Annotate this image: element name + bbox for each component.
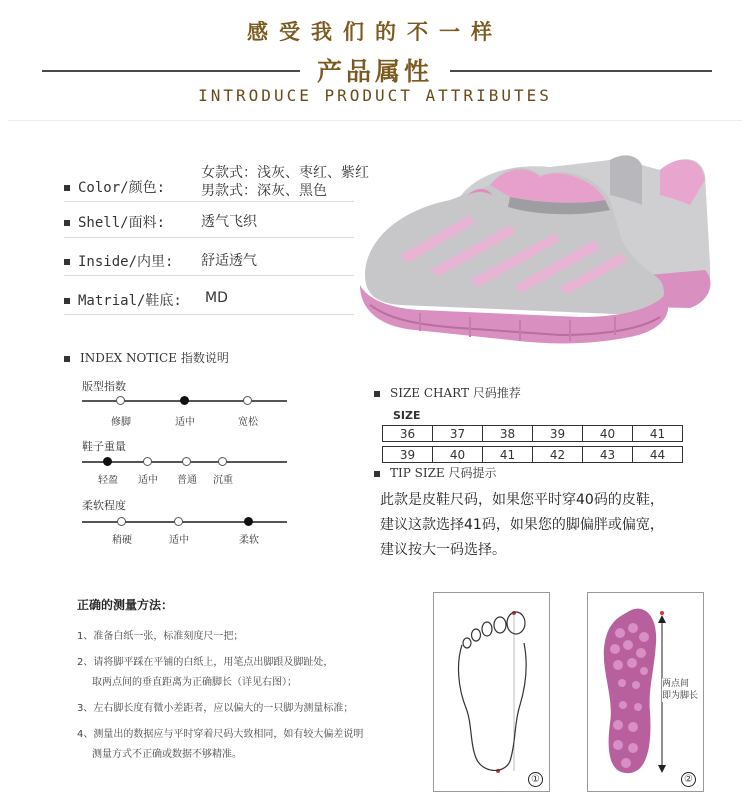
- attr-divider: [64, 201, 354, 202]
- table-row: [383, 447, 683, 463]
- measure-step: 取两点间的垂直距离为正确脚长（详见右图）；: [92, 677, 297, 688]
- foot-outline-icon: [434, 593, 549, 791]
- attr-shell-value: 透气飞织: [201, 214, 257, 230]
- scale-softness-option: 稍硬: [112, 535, 132, 546]
- attr-divider: [64, 314, 354, 315]
- scale-softness-dot: [174, 517, 183, 526]
- scale-softness-dot-selected: [244, 517, 253, 526]
- product-shoe-image: [360, 145, 720, 360]
- scale-weight-option: 轻盈: [98, 475, 118, 486]
- measure-title: 正确的测量方法：: [77, 598, 174, 612]
- scale-softness-option: 适中: [169, 535, 189, 546]
- scale-weight-dot-selected: [103, 457, 112, 466]
- measure-step: 3、左右脚长度有微小差距者，应以偏大的一只脚为测量标准；: [77, 703, 354, 714]
- measure-step: 2、请将脚平踩在平铺的白纸上，用笔点出脚跟及脚趾处，: [77, 657, 334, 668]
- scale-weight-dot: [218, 457, 227, 466]
- attr-sole-value: MD: [205, 290, 228, 306]
- tip-line: 此款是皮鞋尺码，如果您平时穿40码的皮鞋，: [380, 492, 664, 508]
- figure-2-note-line: 两点间: [662, 679, 690, 689]
- attr-shell-label: Shell/面料:: [64, 212, 165, 232]
- tip-line: 建议按大一码选择。: [380, 542, 506, 558]
- scale-softness-title: 柔软程度: [82, 499, 126, 512]
- figure-2-note-line: 即为脚长: [662, 691, 699, 701]
- size-cell: 42: [533, 447, 583, 463]
- table-row: [383, 426, 683, 442]
- scale-fit-dot-selected: [180, 396, 189, 405]
- size-cell: 40: [583, 426, 633, 442]
- figure-2-number: ②: [681, 772, 696, 787]
- attr-inside-value: 舒适透气: [201, 253, 257, 269]
- scale-weight-title: 鞋子重量: [82, 440, 126, 453]
- measure-step: 1、准备白纸一张，标准刻度尺一把；: [77, 631, 244, 642]
- size-cell: 36: [383, 426, 433, 442]
- size-cell: 40: [433, 447, 483, 463]
- scale-weight-option: 普通: [177, 475, 197, 486]
- scale-weight-option: 适中: [138, 475, 158, 486]
- attr-color-value-men: 男款式：深灰、黑色: [201, 183, 327, 199]
- scale-softness-dot: [117, 517, 126, 526]
- scale-fit-option: 修脚: [111, 417, 131, 428]
- scale-weight-dot: [143, 457, 152, 466]
- attr-color-value-women: 女款式：浅灰、枣红、紫红: [201, 165, 369, 181]
- tip-heading: TIP SIZE 尺码提示: [374, 464, 497, 481]
- attr-sole-label: Matrial/鞋底:: [64, 290, 182, 310]
- attr-color-label: Color/颜色:: [64, 177, 165, 197]
- figure-2-note: [662, 678, 698, 702]
- scale-softness-option: 柔软: [239, 535, 259, 546]
- figure-foot-outline: [433, 592, 550, 792]
- tip-text: [380, 488, 730, 563]
- measure-step: 测量方式不正确或数据不够精准。: [92, 749, 242, 760]
- section-title: 产品属性: [316, 57, 433, 86]
- scale-fit-dot: [116, 396, 125, 405]
- figure-1-number: ①: [528, 772, 543, 787]
- size-cell: 41: [483, 447, 533, 463]
- size-cell: 37: [433, 426, 483, 442]
- divider: [8, 120, 742, 121]
- scale-fit-dot: [243, 396, 252, 405]
- scale-softness-track: [82, 521, 287, 523]
- attr-inside-label: Inside/内里:: [64, 251, 173, 271]
- section-subtitle: INTRODUCE PRODUCT ATTRIBUTES: [198, 86, 552, 105]
- size-cell: 43: [583, 447, 633, 463]
- size-cell: 44: [633, 447, 683, 463]
- scale-fit-option: 适中: [175, 417, 195, 428]
- scale-fit-title: 版型指数: [82, 380, 126, 393]
- size-table-eu: [382, 446, 683, 463]
- size-chart-heading: SIZE CHART 尺码推荐: [374, 384, 521, 401]
- attr-divider: [64, 275, 354, 276]
- size-cell: 39: [533, 426, 583, 442]
- index-notice-heading: INDEX NOTICE 指数说明: [64, 349, 229, 366]
- size-table-cn: [382, 425, 683, 442]
- scale-fit-option: 宽松: [238, 417, 258, 428]
- attr-divider: [64, 237, 354, 238]
- size-cell: 39: [383, 447, 433, 463]
- measure-step: 4、测量出的数据应与平时穿着尺码大致相同，如有较大偏差说明: [77, 729, 364, 740]
- tip-line: 建议这款选择41码，如果您的脚偏胖或偏宽，: [380, 517, 664, 533]
- size-label: SIZE: [393, 409, 421, 422]
- size-cell: 38: [483, 426, 533, 442]
- scale-weight-option: 沉重: [213, 475, 233, 486]
- size-cell: 41: [633, 426, 683, 442]
- slogan: 感受我们的不一样: [247, 20, 503, 44]
- scale-weight-dot: [182, 457, 191, 466]
